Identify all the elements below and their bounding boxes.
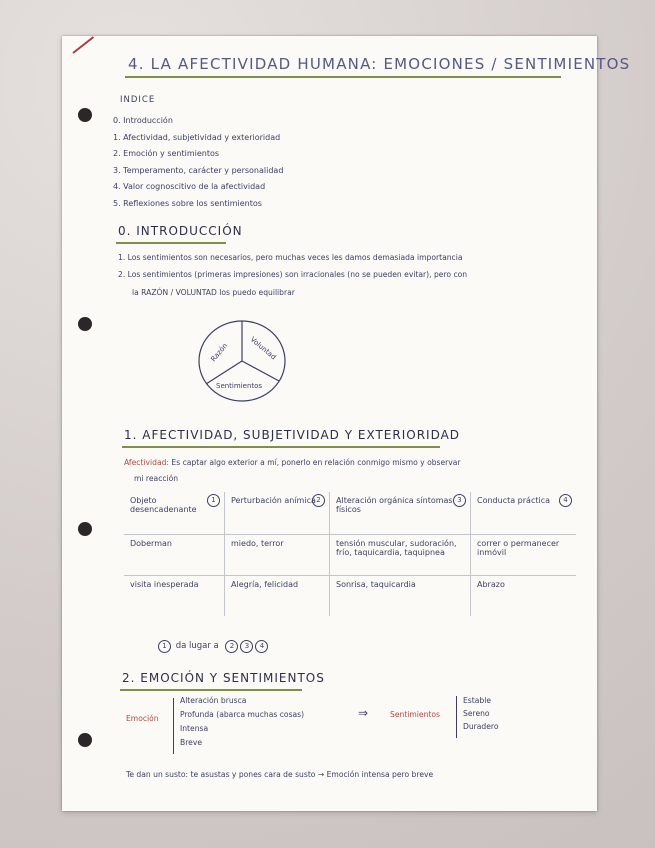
header-number: 2 <box>312 494 325 507</box>
header-label: Perturbación anímica <box>231 496 316 505</box>
arrow-icon: ⇒ <box>358 706 369 720</box>
table-cell: miedo, terror <box>225 535 330 576</box>
index-item: 2. Emoción y sentimientos <box>113 149 220 159</box>
header-label: Objeto desencadenante <box>130 496 197 514</box>
affectivity-table <box>124 492 576 616</box>
intro-line-1: 1. Los sentimientos son necesarios, pero muchas veces les damos demasiada importancia <box>118 253 463 262</box>
feeling-traits <box>463 694 499 733</box>
intro-underline <box>116 242 226 244</box>
emotion-example: Te dan un susto: te asustas y pones cara de susto → Emoción intensa pero breve <box>126 770 434 779</box>
definition-term: Afectividad: <box>124 458 169 467</box>
section2-underline <box>120 689 302 691</box>
emotion-trait: Breve <box>180 738 203 747</box>
header-label: Alteración orgánica síntomas físicos <box>336 496 453 514</box>
diagram-label-razon: Razón <box>209 341 230 364</box>
intro-line-2: 2. Los sentimientos (primeras impresiones) son irracionales (no se pueden evitar), pero con <box>118 270 468 279</box>
table-header-cell <box>330 492 471 535</box>
note-number: 1 <box>158 640 171 653</box>
diagram-divider <box>242 361 279 381</box>
emotion-traits <box>180 694 304 750</box>
index-item: 0. Introducción <box>113 116 173 125</box>
page-title: 4. LA AFECTIVIDAD HUMANA: EMOCIONES / SENTIMIENTOS <box>128 55 631 73</box>
note-number: 2 <box>225 640 238 653</box>
table-cell: Abrazo <box>471 576 577 617</box>
note-number: 3 <box>240 640 253 653</box>
section2-heading: 2. EMOCIÓN Y SENTIMIENTOS <box>122 671 325 685</box>
definition-line-2: mi reacción <box>134 474 179 483</box>
header-number: 4 <box>559 494 572 507</box>
diagram-label-voluntad: Voluntad <box>248 335 278 362</box>
index-item: 5. Reflexiones sobre los sentimientos <box>113 198 262 208</box>
feeling-trait: Estable <box>463 696 491 705</box>
diagram-label-sentimientos: Sentimientos <box>216 382 263 390</box>
emotion-bracket <box>173 698 174 754</box>
section1-heading: 1. AFECTIVIDAD, SUBJETIVIDAD Y EXTERIORIDAD <box>124 428 461 442</box>
index-list <box>113 113 283 213</box>
table-header-cell <box>225 492 330 535</box>
intro-line-3: la RAZÓN / VOLUNTAD los puedo equilibrar <box>132 288 295 297</box>
emotion-trait: Intensa <box>180 724 209 733</box>
header-number: 3 <box>453 494 466 507</box>
relation-note <box>158 640 270 653</box>
section1-underline <box>122 446 440 448</box>
table-cell: visita inesperada <box>124 576 225 617</box>
table-header-row <box>124 492 576 535</box>
table-header-cell <box>471 492 577 535</box>
feeling-trait: Sereno <box>463 709 490 718</box>
table-cell: Sonrisa, taquicardia <box>330 576 471 617</box>
table-cell: correr o permanecer inmóvil <box>471 535 577 576</box>
table-row <box>124 576 576 617</box>
binder-hole <box>78 317 92 331</box>
feeling-label: Sentimientos <box>390 710 440 719</box>
note-text: da lugar a <box>175 641 219 651</box>
binder-hole <box>78 522 92 536</box>
index-item: 1. Afectividad, subjetividad y exterioridad <box>113 132 281 142</box>
emotion-label: Emoción <box>126 714 159 723</box>
binder-hole <box>78 733 92 747</box>
diagram-divider <box>206 361 242 384</box>
definition-text: Es captar algo exterior a mí, ponerlo en relación conmigo mismo y observar <box>171 458 461 467</box>
feeling-bracket <box>456 696 457 738</box>
header-label: Conducta práctica <box>477 496 551 505</box>
feeling-trait: Duradero <box>463 722 499 731</box>
index-item: 4. Valor cognoscitivo de la afectividad <box>113 182 266 192</box>
table-row <box>124 535 576 576</box>
table-cell: tensión muscular, sudoración, frío, taquicardia, taquipnea <box>330 535 471 576</box>
table-cell: Alegría, felicidad <box>225 576 330 617</box>
header-number: 1 <box>207 494 220 507</box>
emotion-trait: Profunda (abarca muchas cosas) <box>180 710 305 719</box>
title-underline <box>125 76 561 78</box>
binder-hole <box>78 108 92 122</box>
table-header-cell <box>124 492 225 535</box>
reason-will-feelings-diagram <box>196 318 288 404</box>
table-cell: Doberman <box>124 535 225 576</box>
index-item: 3. Temperamento, carácter y personalidad <box>113 165 284 175</box>
note-number: 4 <box>255 640 268 653</box>
index-heading: INDICE <box>120 95 156 105</box>
intro-heading: 0. INTRODUCCIÓN <box>118 224 243 238</box>
emotion-trait: Alteración brusca <box>180 696 247 705</box>
